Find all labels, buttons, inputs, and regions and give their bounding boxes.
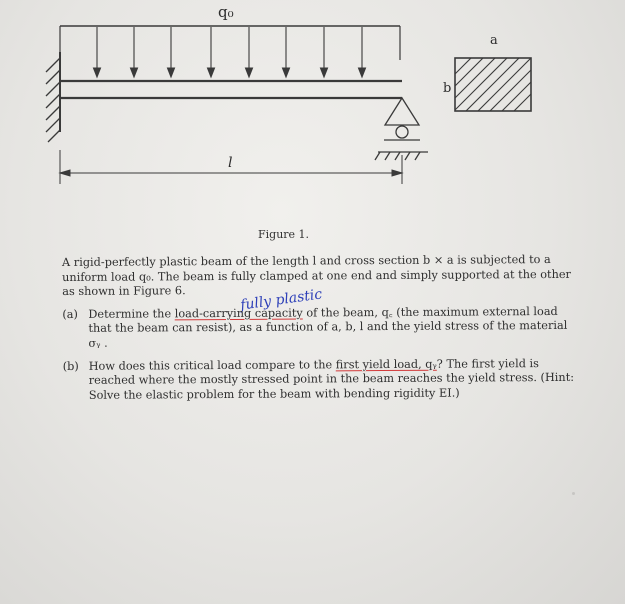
part-b-text: How does this critical load compare to the first yield load, qᵧ? The first yield is reached where the mostly stressed point in the beam reaches the yield stress. (Hint: Solve the elastic problem for the beam with bending rigidity EI.)	[88, 356, 575, 402]
paper-speck	[572, 492, 575, 495]
part-a-label: (a)	[62, 307, 78, 321]
part-b	[63, 356, 575, 403]
handwritten-note: fully plastic	[239, 286, 324, 314]
pin-support	[375, 98, 428, 160]
load-arrows	[94, 27, 366, 77]
beam-figure	[0, 0, 625, 240]
length-label: l	[228, 155, 233, 171]
load-label: q₀	[218, 3, 234, 21]
section-width-label: a	[490, 33, 498, 48]
part-a	[62, 305, 574, 352]
problem-intro: A rigid-perfectly plastic beam of the length l and cross section b × a is subjected to a uniform load q₀. The beam is fully clamped at one end and simply supported at the other as shown in Figure 6.	[62, 253, 571, 299]
section-height-label: b	[443, 81, 452, 96]
part-a-text: Determine the load-carrying capacity of the beam, q꜀ (the maximum external load that the beam can resist), as a function of a, b, l and the yield stress of the material σᵧ .	[88, 304, 568, 350]
clamped-wall	[46, 52, 60, 142]
problem-text	[62, 253, 575, 411]
first-yield-underline: first yield load, qᵧ	[335, 357, 437, 371]
part-b-label: (b)	[62, 359, 79, 373]
beam	[60, 81, 402, 98]
load-capacity-underline: load-carrying capacity	[174, 306, 303, 321]
figure-caption: Figure 1.	[258, 228, 310, 241]
cross-section	[404, 55, 570, 125]
distributed-load	[60, 26, 400, 60]
